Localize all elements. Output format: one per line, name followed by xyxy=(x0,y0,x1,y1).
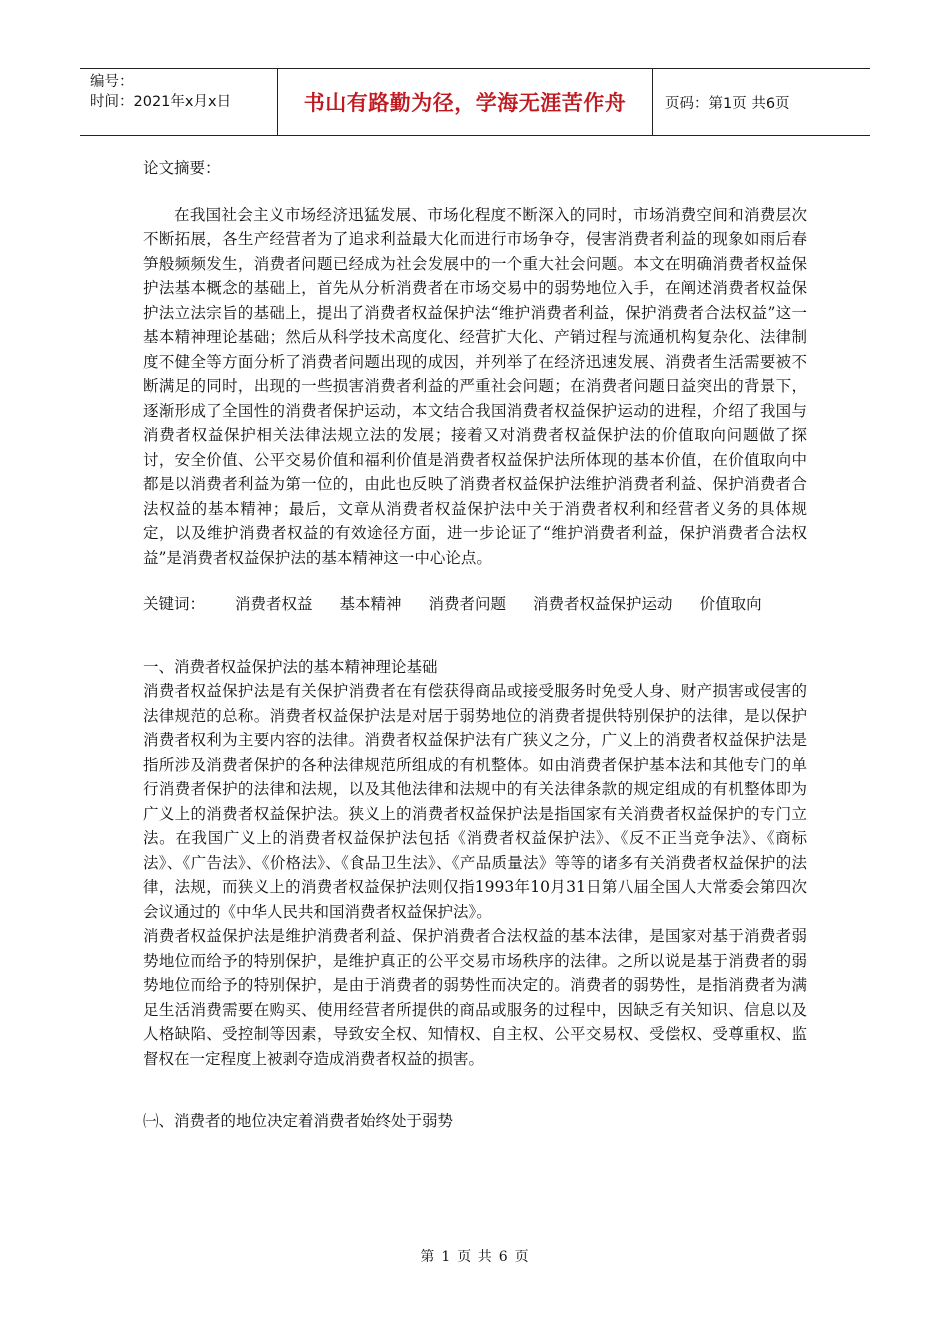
page-footer xyxy=(0,1246,950,1266)
document-time-label: 时间：2021年x月x日 xyxy=(90,94,232,110)
header-page-code: 页码：第1页 共6页 xyxy=(665,95,790,112)
header-motto: 书山有路勤为径，学海无涯苦作舟 xyxy=(278,69,653,135)
document-number-label: 编号： xyxy=(90,74,134,90)
footer-page-number: 1 xyxy=(441,1249,452,1265)
keyword: 消费者权益 xyxy=(235,595,313,613)
keyword: 价值取向 xyxy=(699,595,762,613)
document-body xyxy=(143,156,807,1134)
subsection-heading: ㈠、消费者的地位决定着消费者始终处于弱势 xyxy=(143,1112,454,1130)
keyword: 消费者问题 xyxy=(428,595,507,613)
keywords-line xyxy=(143,592,807,617)
footer-mid: 页 共 xyxy=(457,1249,493,1265)
header-meta xyxy=(80,69,278,135)
section-paragraph: 消费者权益保护法是维护消费者利益、保护消费者合法权益的基本法律，是国家对基于消费者弱势地位而给予的特别保护，是维护真正的公平交易市场秩序的法律。之所以说是基于消费者的弱势地位而给予的特别保护，是由于消费者的弱势性而决定的。消费者的弱势性，是指消费者为满足生活消费需要在购买、使用经营者所提供的商品或服务的过程中，因缺乏有关知识、信息以及人格缺陷、受控制等因素，导致安全权、知情权、自主权、公平交易权、受偿权、受尊重权、监督权在一定程度上被剥夺造成消费者权益的损害。 xyxy=(143,927,807,1068)
section-paragraph: 消费者权益保护法是有关保护消费者在有偿获得商品或接受服务时免受人身、财产损害或侵害的法律规范的总称。消费者权益保护法是对居于弱势地位的消费者提供特别保护的法律，是以保护消费者权利为主要内容的法律。消费者权益保护法有广狭义之分，广义上的消费者权益保护法是指所涉及消费者保护的各种法律规范所组成的有机整体。如由消费者保护基本法和其他专门的单行消费者保护的法律和法规，以及其他法律和法规中的有关法律条款的规定组成的有机整体即为广义上的消费者权益保护法。狭义上的消费者权益保护法是指国家有关消费者权益保护的专门立法。在我国广义上的消费者权益保护法包括《消费者权益保护法》、《反不正当竞争法》、《商标法》、《广告法》、《价格法》、《食品卫生法》、《产品质量法》等等的诸多有关消费者权益保护的法律，法规，而狭义上的消费者权益保护法则仅指1993年10月31日第八届全国人大常委会第四次会议通过的《中华人民共和国消费者权益保护法》。 xyxy=(143,682,807,921)
keyword: 基本精神 xyxy=(339,595,402,613)
abstract-body: 在我国社会主义市场经济迅猛发展、市场化程度不断深入的同时，市场消费空间和消费层次不断拓展，各生产经营者为了追求利益最大化而进行市场争夺，侵害消费者利益的现象如雨后春笋般频频发生，消费者问题已经成为社会发展中的一个重大社会问题。本文在明确消费者权益保护法基本概念的基础上，首先从分析消费者在市场交易中的弱势地位入手，在阐述消费者权益保护法立法宗旨的基础上，提出了消费者权益保护法“维护消费者利益，保护消费者合法权益”这一基本精神理论基础；然后从科学技术高度化、经营扩大化、产销过程与流通机构复杂化、法律制度不健全等方面分析了消费者问题出现的成因，并列举了在经济迅速发展、消费者生活需要被不断满足的同时，出现的一些损害消费者利益的严重社会问题；在消费者问题日益突出的背景下，逐渐形成了全国性的消费者保护运动，本文结合我国消费者权益保护运动的进程，介绍了我国与消费者权益保护相关法律法规立法的发展；接着又对消费者权益保护法的价值取向问题做了探讨，安全价值、公平交易价值和福利价值是消费者权益保护法所体现的基本价值，在价值取向中都是以消费者利益为第一位的，由此也反映了消费者权益保护法维护消费者利益、保护消费者合法权益的基本精神；最后，文章从消费者权益保护法中关于消费者权利和经营者义务的具体规定，以及维护消费者权益的有效途径方面，进一步论证了“维护消费者利益，保护消费者合法权益”是消费者权益保护法的基本精神这一中心论点。 xyxy=(143,205,807,567)
keywords-label: 关键词： xyxy=(143,595,206,613)
footer-prefix: 第 xyxy=(420,1249,436,1265)
keyword: 消费者权益保护运动 xyxy=(533,595,673,613)
footer-total-pages: 6 xyxy=(498,1249,509,1265)
abstract-title: 论文摘要： xyxy=(143,159,221,177)
page-header xyxy=(80,68,870,136)
footer-suffix: 页 xyxy=(514,1249,530,1265)
section-heading: 一、消费者权益保护法的基本精神理论基础 xyxy=(143,657,438,676)
